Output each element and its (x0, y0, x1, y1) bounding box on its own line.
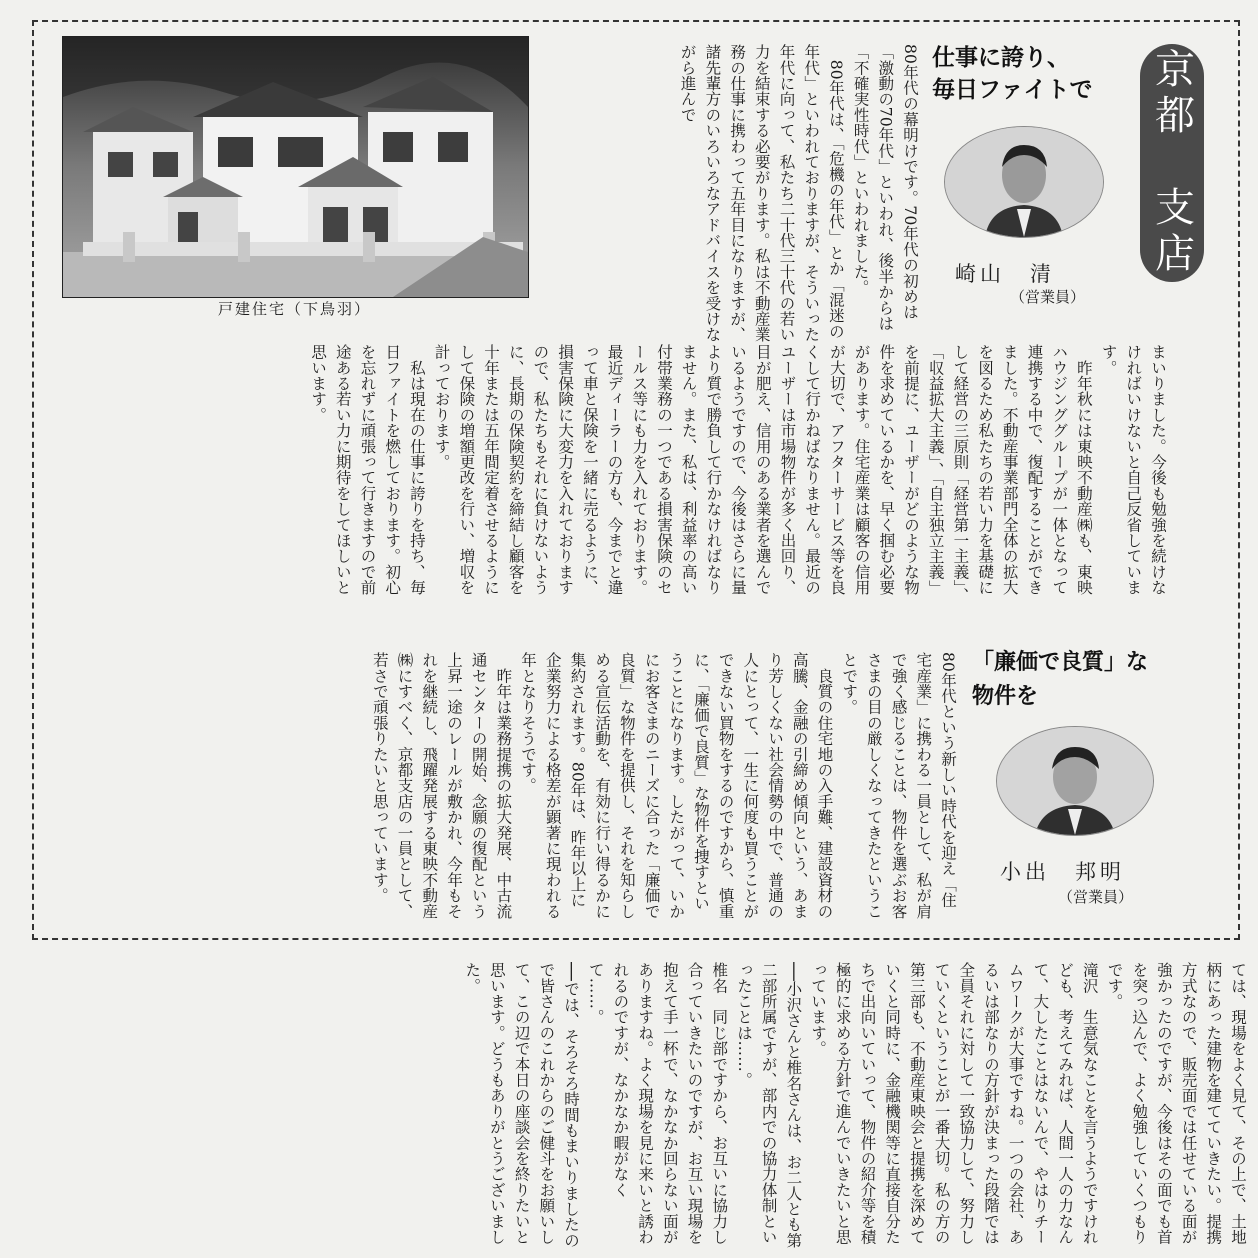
portrait-person2 (996, 726, 1154, 836)
portrait-person2-image (997, 727, 1153, 835)
roundtable-continuation-text: ては、現場をよく見て、その上で、土地柄にあった建物を建てていきたい。提携方式なので、販売面では任せている面が強かったのですが、今後はその面でも首を突っ込んで、よく勉強していくつもりです。 滝沢 生意気なことを言うようですけれども、考えてみれば、人間一人の力なんて、大したことはないんで、やはりチームワークが大事ですね。一つの会社、あるいは部なりの方針が決まった段階では全員それに対して一致協力して、努力していくということが一番大切。私の方の第三部も、不動産東映会と提携を深めていくと同時に、金融機関等に直接自分たちで出向いていって、物件の紹介等を積極的に求める方針で進んでいきたいと思っています。 ──小沢さんと椎名さんは、お二人とも第二部所属ですが、部内での協力体制といったことは……。 椎名 同じ部ですから、お互いに協力し合っていきたいのですが、お互い現場を抱えて手一杯で、なかなか回らない面がありますね。よく現場を見に来いと誘われるのですが、なかなか暇がなくて……。 ──では、そろそろ時間もまいりましたので皆さんのこれからのご健斗をお願いして、この辺で本日の座談会を終りたいと思います。どうもありがとうございました。 (463, 962, 1247, 1248)
house-photo (62, 36, 529, 298)
photo-caption: 戸建住宅（下鳥羽） (217, 300, 371, 318)
article1-upper-text: 80年代の幕明けです。70年代の初めは「激動の70年代」といわれ、後半からは「不確実性時代」といわれました。 80年代は、「危機の年代」とか「混迷の年代」といわれておりますが、そういった年代に向って、私たち二十代三十代の若い力を結束する必要がります。私は不動産業務の仕事に携わって五年目になりますが、諸先輩方のいろいろなアドバイスを受けながら進んで (678, 44, 919, 343)
article1-lower-text: まいりました。今後も勉強を続けなければいけないと自己反省しています。 昨年秋には東映不動産㈱も、東映ハウジンググループが一体となって連携する中で、復配することができました。不動産事業部門全体の拡大を図るため私たちの若い力を基礎にして経営の三原則「経営第一主義」、「収益拡大主義」、「自主独立主義」を前提に、ユーザーがどのような物件を求めているかを、早く掴む必要があります。住宅産業は顧客の信用が大切で、アフターサービス等を良くして行かねばなりません。最近のユーザーは市場物件が多く出回り、目が肥え、信用のある業者を選んでいるようですので、今後はさらに量より質で勝負して行かなければなりません。また、私は、利益率の高い付帯業務の一つである損害保険のセールス等にも力を入れております。最近ディーラーの方も、今までと違って車と保険を一緒に売るように、損害保険に大変力を入れておりますので、私たちもそれに負けないように、長期の保険契約を締結し顧客を十年または五年間定着させるようにして保険の増額更改を行い、増収を計っております。 私は現在の仕事に誇りを持ち、毎日ファイトを燃しております。初心を忘れずに頑張って行きますので前途ある若い力に期待をしてほしいと思います。 (309, 344, 1167, 604)
person2-name: 小出 邦明 (1000, 860, 1125, 884)
portrait-person1-image (945, 127, 1103, 237)
article2-text: 80年代という新しい時代を迎え「住宅産業」に携わる一員として、私が肩で強く感じることは、物件を選ぶお客さまの目の厳しくなってきたということです。 良質の住宅地の入手難、建設資材の高騰、金融の引締め傾向という、あまり芳しくない社会情勢の中で、普通の人にとって、一生に何度も買うことができない買物をするのですから、慎重に、「廉価で良質」な物件を捜すということになります。したがって、いかにお客さまのニーズに合った「廉価で良質」な物件を提供し、それを知らしめる宣伝活動を、有効に行い得るかに集約されます。80年は、昨年以上に企業努力による格差が顕著に現われる年となりそうです。 昨年は業務提携の拡大発展、中古流通センターの開始、念願の復配という上昇一途のレールが敷かれ、今年もそれを継続し、飛躍発展する東映不動産㈱にすべく、京都支店の一員として、若さで頑張りたいと思っています。 (370, 652, 957, 919)
person1-headline: 仕事に誇り、 毎日ファイトで (932, 45, 1093, 103)
person1-role: （営業員） (1010, 288, 1086, 306)
person2-role: （営業員） (1058, 888, 1134, 906)
person2-headline: 「廉価で良質」な 物件を (972, 650, 1149, 709)
house-illustration (63, 37, 528, 297)
portrait-person1 (944, 126, 1104, 238)
branch-label: 京都 支店 (1140, 44, 1204, 282)
person1-name: 崎山 清 (955, 262, 1055, 286)
